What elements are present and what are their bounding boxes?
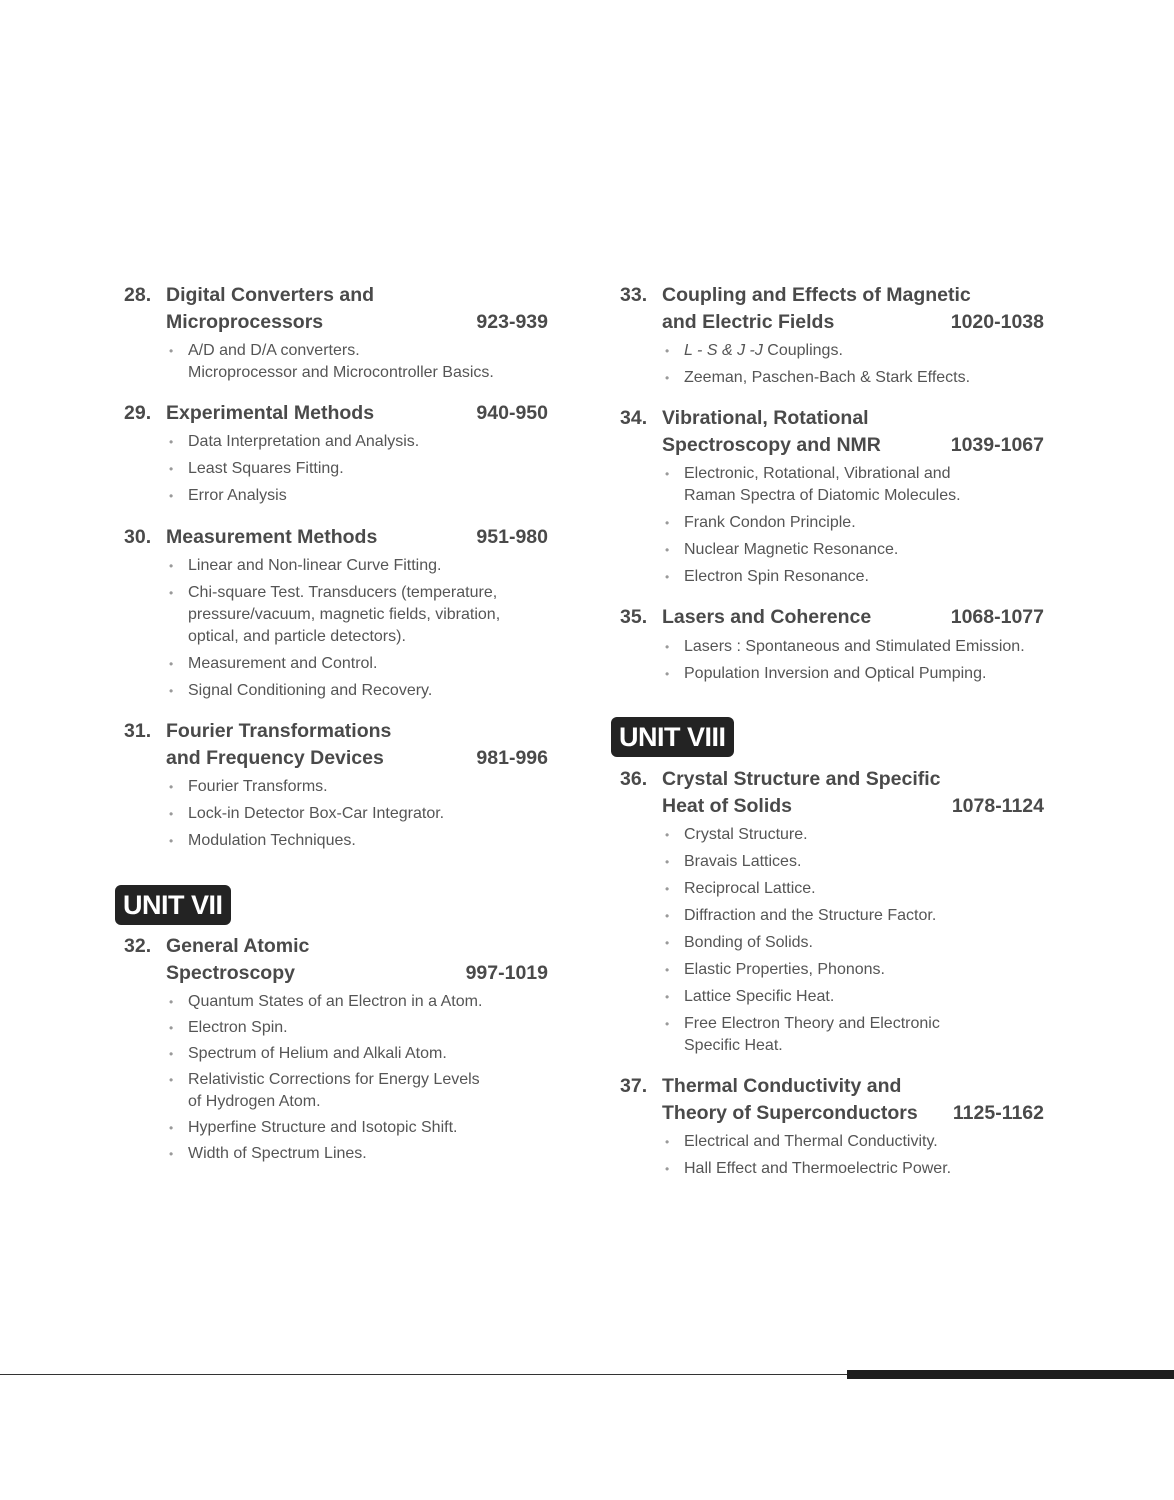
bullet-icon: • bbox=[169, 586, 174, 600]
topic-line: Reciprocal Lattice. bbox=[684, 880, 816, 897]
topic-line: Bravais Lattices. bbox=[684, 853, 802, 870]
topic-line: Crystal Structure. bbox=[684, 826, 808, 843]
bullet-icon: • bbox=[169, 559, 174, 573]
bullet-icon: • bbox=[169, 684, 174, 698]
chapter-title-line2: and Frequency Devices bbox=[166, 747, 384, 769]
bullet-icon: • bbox=[665, 667, 670, 681]
chapter-title-line2: Microprocessors bbox=[166, 311, 324, 333]
chapter-number: 37. bbox=[620, 1075, 648, 1097]
topic-line: Measurement and Control. bbox=[188, 655, 378, 672]
topic-line: Electrical and Thermal Conductivity. bbox=[684, 1133, 938, 1150]
topic-line: Lattice Specific Heat. bbox=[684, 988, 835, 1005]
bullet-icon: • bbox=[169, 1073, 174, 1087]
chapter-page-range: 940-950 bbox=[476, 402, 548, 424]
topic-line: Nuclear Magnetic Resonance. bbox=[684, 541, 899, 558]
bullet-icon: • bbox=[665, 1162, 670, 1176]
bullet-icon: • bbox=[665, 828, 670, 842]
chapter-page-range: 1020-1038 bbox=[950, 311, 1044, 333]
chapter-title-line2: and Electric Fields bbox=[662, 311, 835, 333]
chapter-title-line1: Lasers and Coherence bbox=[662, 606, 872, 628]
chapter-title-line1: Measurement Methods bbox=[166, 526, 378, 548]
chapter-title-line1: Digital Converters and bbox=[166, 284, 375, 306]
bullet-icon: • bbox=[665, 963, 670, 977]
bullet-icon: • bbox=[665, 1017, 670, 1031]
bullet-icon: • bbox=[665, 371, 670, 385]
topic-line: Lasers : Spontaneous and Stimulated Emission. bbox=[684, 638, 1025, 655]
chapter-number: 35. bbox=[620, 606, 648, 628]
chapter-number: 34. bbox=[620, 407, 648, 429]
topic-line: Elastic Properties, Phonons. bbox=[684, 961, 885, 978]
bullet-icon: • bbox=[169, 834, 174, 848]
bullet-icon: • bbox=[169, 1047, 174, 1061]
topic-line: Diffraction and the Structure Factor. bbox=[684, 907, 937, 924]
chapter-number: 33. bbox=[620, 284, 648, 306]
topic-line: Lock-in Detector Box-Car Integrator. bbox=[188, 805, 445, 822]
topic-line: Free Electron Theory and Electronic bbox=[684, 1015, 940, 1032]
chapter-title-line1: Coupling and Effects of Magnetic bbox=[662, 284, 971, 306]
chapter-title-line1: Crystal Structure and Specific bbox=[662, 768, 941, 790]
chapter-number: 32. bbox=[124, 935, 152, 957]
bullet-icon: • bbox=[665, 543, 670, 557]
bullet-icon: • bbox=[169, 1147, 174, 1161]
topic-line: Quantum States of an Electron in a Atom. bbox=[188, 993, 483, 1010]
topic-line: Population Inversion and Optical Pumping. bbox=[684, 665, 987, 682]
topic-line: Data Interpretation and Analysis. bbox=[188, 433, 420, 450]
chapter-title-line1: Fourier Transformations bbox=[166, 720, 392, 742]
bullet-icon: • bbox=[665, 990, 670, 1004]
topic-line: Hall Effect and Thermoelectric Power. bbox=[684, 1160, 952, 1177]
topic-line: Zeeman, Paschen-Bach & Stark Effects. bbox=[684, 369, 971, 386]
chapter-page-range: 951-980 bbox=[476, 526, 548, 548]
chapter-title-line2: Spectroscopy and NMR bbox=[662, 434, 881, 456]
chapter-title-line1: Vibrational, Rotational bbox=[662, 407, 869, 429]
chapter-title-line2: Heat of Solids bbox=[662, 795, 793, 817]
topic-line: Specific Heat. bbox=[684, 1037, 783, 1054]
chapter-title-line1: General Atomic bbox=[166, 935, 310, 957]
chapter-number: 36. bbox=[620, 768, 648, 790]
topic-line: Frank Condon Principle. bbox=[684, 514, 856, 531]
bullet-icon: • bbox=[169, 1021, 174, 1035]
topic-line: Raman Spectra of Diatomic Molecules. bbox=[684, 487, 961, 504]
topic-line: A/D and D/A converters. bbox=[188, 342, 360, 359]
topic-line: Chi-square Test. Transducers (temperature, bbox=[188, 584, 498, 601]
footer-bar bbox=[847, 1370, 1174, 1379]
topic-line: Least Squares Fitting. bbox=[188, 460, 344, 477]
chapter-page-range: 1125-1162 bbox=[952, 1102, 1044, 1124]
bullet-icon: • bbox=[665, 640, 670, 654]
chapter-page-range: 1039-1067 bbox=[950, 434, 1044, 456]
chapter-page-range: 1078-1124 bbox=[951, 795, 1044, 817]
chapter-page-range: 923-939 bbox=[476, 311, 548, 333]
topic-line bbox=[684, 340, 1034, 362]
bullet-icon: • bbox=[665, 855, 670, 869]
topic-line: Relativistic Corrections for Energy Levels bbox=[188, 1071, 480, 1088]
chapter-number: 30. bbox=[124, 526, 152, 548]
bullet-icon: • bbox=[169, 657, 174, 671]
topic-line: pressure/vacuum, magnetic fields, vibration, bbox=[188, 606, 501, 623]
topic-text: Couplings. bbox=[762, 342, 843, 359]
chapter-title-line2: Spectroscopy bbox=[166, 962, 295, 984]
topic-line: Microprocessor and Microcontroller Basics. bbox=[188, 364, 494, 381]
topic-line: Electron Spin. bbox=[188, 1019, 288, 1036]
bullet-icon: • bbox=[169, 435, 174, 449]
topic-line: Linear and Non-linear Curve Fitting. bbox=[188, 557, 442, 574]
chapter-page-range: 981-996 bbox=[476, 747, 548, 769]
bullet-icon: • bbox=[665, 882, 670, 896]
bullet-icon: • bbox=[169, 462, 174, 476]
bullet-icon: • bbox=[665, 344, 670, 358]
bullet-icon: • bbox=[169, 807, 174, 821]
bullet-icon: • bbox=[665, 516, 670, 530]
bullet-icon: • bbox=[169, 489, 174, 503]
bullet-icon: • bbox=[665, 570, 670, 584]
bullet-icon: • bbox=[665, 1135, 670, 1149]
topic-line: of Hydrogen Atom. bbox=[188, 1093, 321, 1110]
chapter-number: 28. bbox=[124, 284, 152, 306]
chapter-title-line2: Theory of Superconductors bbox=[662, 1102, 918, 1124]
topic-line: Bonding of Solids. bbox=[684, 934, 813, 951]
chapter-page-range: 997-1019 bbox=[465, 962, 548, 984]
chapter-title-line1: Thermal Conductivity and bbox=[662, 1075, 902, 1097]
topic-line: Hyperfine Structure and Isotopic Shift. bbox=[188, 1119, 458, 1136]
bullet-icon: • bbox=[169, 995, 174, 1009]
topic-line: Signal Conditioning and Recovery. bbox=[188, 682, 433, 699]
topic-line: Electron Spin Resonance. bbox=[684, 568, 869, 585]
chapter-number: 31. bbox=[124, 720, 152, 742]
topic-line: optical, and particle detectors). bbox=[188, 628, 406, 645]
unit-badge: UNIT VIII bbox=[611, 717, 734, 757]
topic-line: Modulation Techniques. bbox=[188, 832, 356, 849]
chapter-number: 29. bbox=[124, 402, 152, 424]
bullet-icon: • bbox=[665, 936, 670, 950]
bullet-icon: • bbox=[169, 780, 174, 794]
bullet-icon: • bbox=[665, 909, 670, 923]
topic-line: Width of Spectrum Lines. bbox=[188, 1145, 367, 1162]
bullet-icon: • bbox=[169, 344, 174, 358]
topic-line: Fourier Transforms. bbox=[188, 778, 328, 795]
bullet-icon: • bbox=[169, 1121, 174, 1135]
topic-line: Error Analysis bbox=[188, 487, 287, 504]
unit-badge: UNIT VII bbox=[115, 885, 231, 925]
chapter-title-line1: Experimental Methods bbox=[166, 402, 375, 424]
coupling-notation: L - S & J -J bbox=[684, 342, 763, 359]
chapter-page-range: 1068-1077 bbox=[950, 606, 1044, 628]
topic-line: Spectrum of Helium and Alkali Atom. bbox=[188, 1045, 447, 1062]
footer-rule bbox=[0, 1374, 848, 1375]
bullet-icon: • bbox=[665, 467, 670, 481]
topic-line: Electronic, Rotational, Vibrational and bbox=[684, 465, 951, 482]
